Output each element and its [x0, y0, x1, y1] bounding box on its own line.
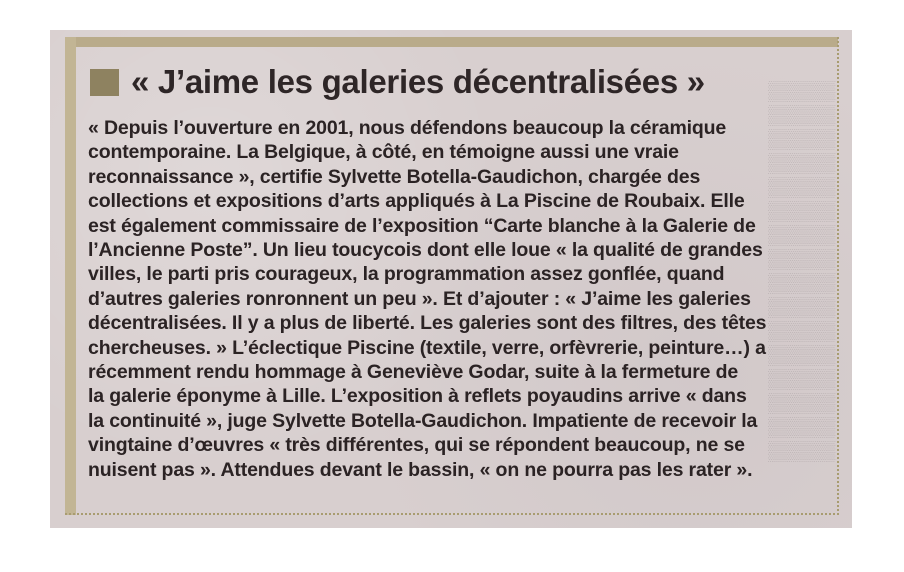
frame-left-border	[65, 37, 76, 515]
body-line: la galerie éponyme à Lille. L’exposition à reflets poyaudins arrive « dans	[88, 385, 747, 408]
frame-bottom-border	[65, 513, 839, 515]
body-line: villes, le parti pris courageux, la programmation assez gonflée, quand	[88, 263, 725, 286]
frame-right-border	[837, 37, 839, 515]
newspaper-clipping	[50, 30, 852, 528]
frame-top-border	[65, 37, 838, 47]
article-header	[90, 60, 705, 104]
article-title: « J’aime les galeries décentralisées »	[131, 63, 705, 100]
body-line: collections et expositions d’arts appliqués à La Piscine de Roubaix. Elle	[88, 190, 745, 213]
body-line: la continuité », juge Sylvette Botella-Gaudichon. Impatiente de recevoir la	[88, 409, 758, 432]
body-line: nuisent pas ». Attendues devant le bassin, « on ne pourra pas les rater ».	[88, 458, 753, 481]
body-line: contemporaine. La Belgique, à côté, en témoigne aussi une vraie	[88, 141, 679, 164]
body-line: vingtaine d’œuvres « très différentes, qui se répondent beaucoup, ne se	[88, 434, 745, 457]
body-line: reconnaissance », certifie Sylvette Botella-Gaudichon, chargée des	[88, 165, 701, 188]
bleed-through-text: ▒▒▒▒▒ ▒▒▒▒▒ ▒▒▒▒▒ ▒▒▒▒▒ ▒▒▒▒▒ ▒▒▒▒▒ ▒▒▒▒▒ ▒▒▒▒▒ ▒▒▒▒▒ ▒▒▒▒▒ ▒▒▒▒▒ ▒▒▒▒▒ ▒▒▒▒▒ ▒▒▒▒▒ ▒▒▒▒▒ ▒▒▒▒▒	[768, 81, 836, 462]
body-line: chercheuses. » L’éclectique Piscine (textile, verre, orfèvrerie, peinture…) a	[88, 336, 766, 359]
square-bullet-icon	[90, 69, 119, 96]
article-body	[88, 116, 828, 482]
body-line: décentralisées. Il y a plus de liberté. Les galeries sont des filtres, des têtes	[88, 312, 767, 335]
body-line: « Depuis l’ouverture en 2001, nous défendons beaucoup la céramique	[88, 117, 727, 139]
body-line: l’Ancienne Poste”. Un lieu toucycois dont elle loue « la qualité de grandes	[88, 239, 763, 262]
body-line: est également commissaire de l’exposition “Carte blanche à la Galerie de	[88, 214, 756, 237]
body-line: d’autres galeries ronronnent un peu ». Et d’ajouter : « J’aime les galeries	[88, 287, 751, 310]
body-line: récemment rendu hommage à Geneviève Godar, suite à la fermeture de	[88, 361, 739, 384]
